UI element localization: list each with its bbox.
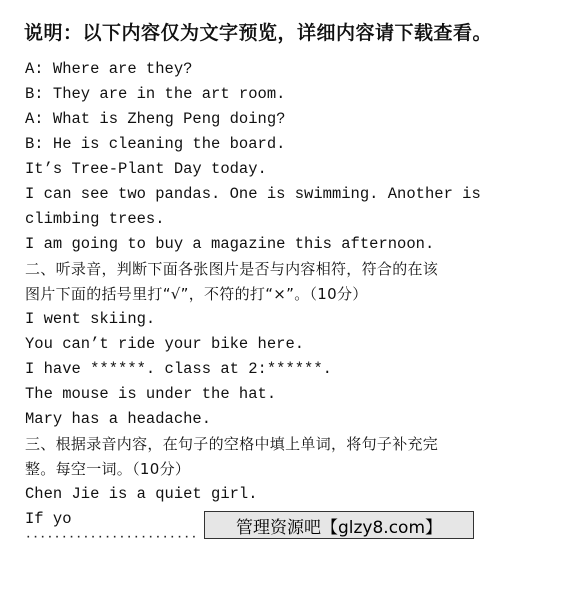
sentence-line: climbing trees. — [25, 210, 165, 228]
sentence-line: Mary has a headache. — [25, 410, 212, 428]
continuation-dots: ························ — [25, 532, 198, 544]
dialogue-line: A: What is Zheng Peng doing? — [25, 110, 286, 128]
sentence-line: The mouse is under the hat. — [25, 385, 277, 403]
section-heading: 二、听录音，判断下面各张图片是否与内容相符，符合的在该 — [25, 260, 439, 278]
section-heading: 三、根据录音内容，在句子的空格中填上单词，将句子补充完 — [25, 435, 439, 453]
preview-notice: 说明：以下内容仅为文字预览，详细内容请下载查看。 — [24, 22, 493, 44]
sentence-line: I am going to buy a magazine this afternoon. — [25, 235, 435, 253]
sentence-line: It’s Tree-Plant Day today. — [25, 160, 267, 178]
watermark-badge: 管理资源吧【glzy8.com】 — [204, 511, 474, 539]
dialogue-line: B: They are in the art room. — [25, 85, 286, 103]
section-heading: 图片下面的括号里打“√”，不符的打“×”。（10分） — [25, 285, 368, 303]
sentence-line: I have ******. class at 2:******. — [25, 360, 332, 378]
sentence-line: I can see two pandas. One is swimming. Another is — [25, 185, 481, 203]
dialogue-line: B: He is cleaning the board. — [25, 135, 286, 153]
sentence-line: I went skiing. — [25, 310, 156, 328]
section-heading: 整。每空一词。（10分） — [25, 460, 191, 478]
sentence-line: If yo — [25, 510, 72, 528]
dialogue-line: A: Where are they? — [25, 60, 193, 78]
sentence-line: Chen Jie is a quiet girl. — [25, 485, 258, 503]
sentence-line: You can’t ride your bike here. — [25, 335, 305, 353]
